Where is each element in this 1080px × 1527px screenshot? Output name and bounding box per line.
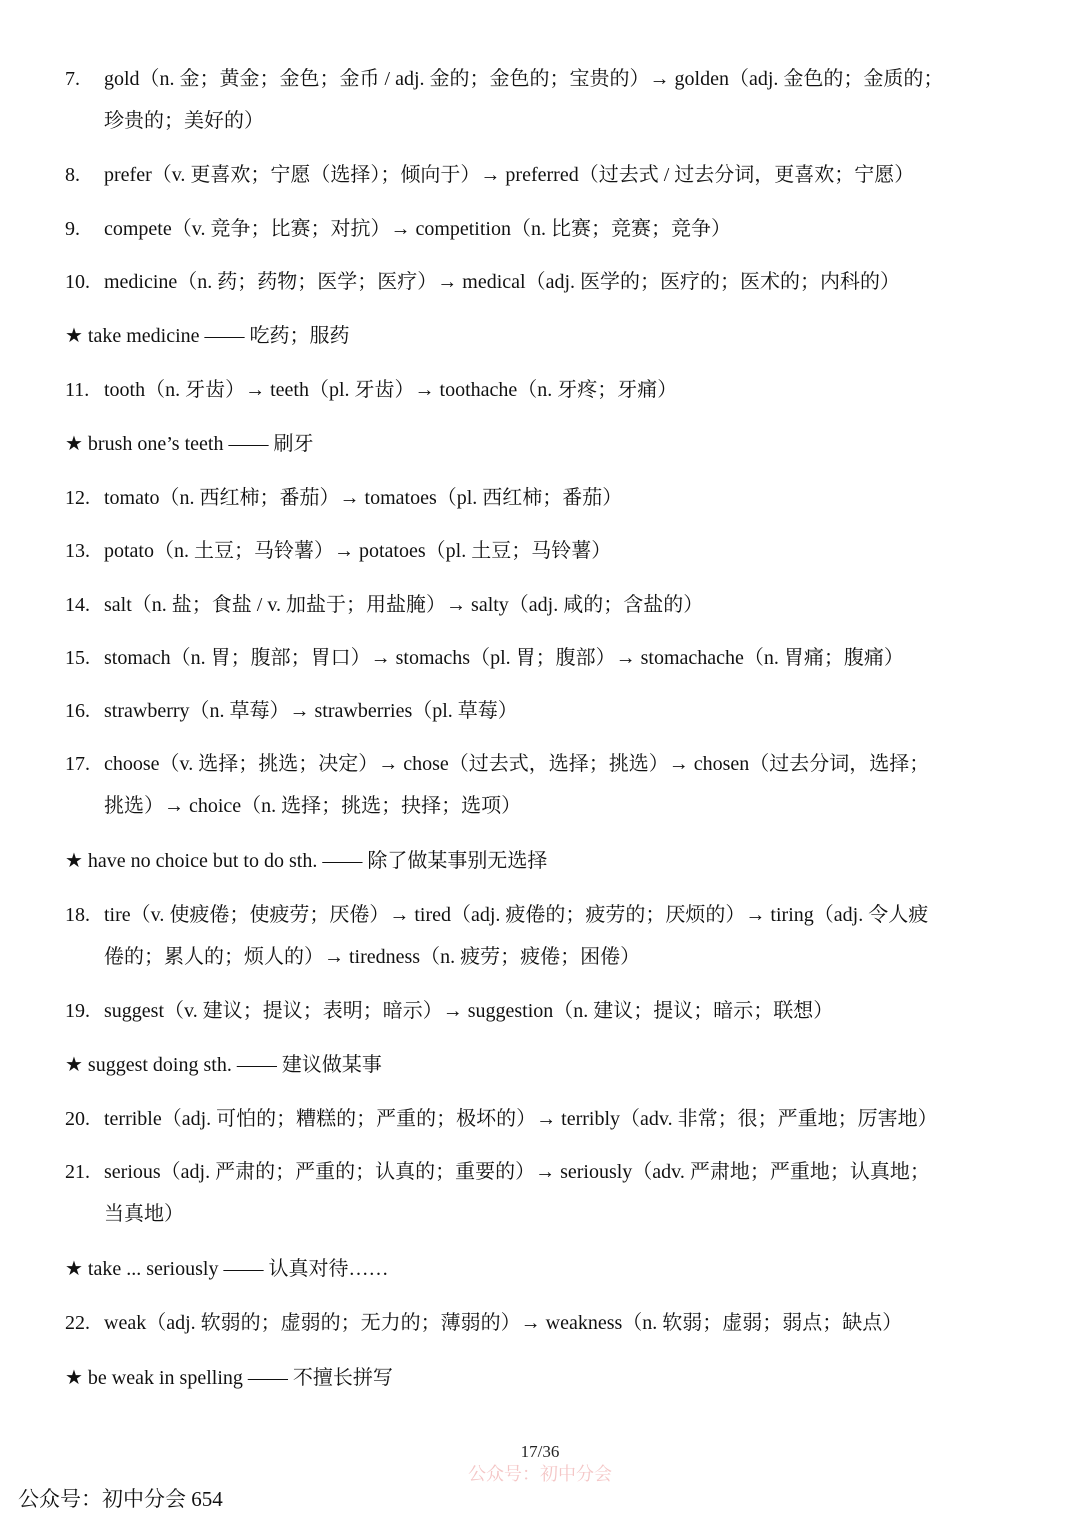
entry-line [65, 584, 1040, 626]
entry-text: gold（n. 金；黄金；金色；金币 / adj. 金的；金色的；宝贵的）→ golden（adj. 金色的；金质的； [104, 68, 944, 90]
entry-number: 18. [65, 904, 90, 926]
entry-text: stomach（n. 胃；腹部；胃口）→ stomachs（pl. 胃；腹部）→ stomachache（n. 胃痛；腹痛） [104, 647, 904, 669]
entry-text: compete（v. 竞争；比赛；对抗）→ competition（n. 比赛；竞赛；竞争） [104, 218, 731, 240]
entry-text: potato（n. 土豆；马铃薯）→ potatoes（pl. 土豆；马铃薯） [104, 540, 612, 562]
footer-account: 公众号：初中分会 654 [18, 1487, 223, 1511]
entry-line [65, 530, 1040, 572]
entry-text: terrible（adj. 可怕的；糟糕的；严重的；极坏的）→ terribly（adv. 非常；很；严重地；厉害地） [104, 1108, 938, 1130]
vocab-entry [65, 584, 1040, 626]
vocab-entry [65, 743, 1040, 827]
page-number: 17/36 [520, 1442, 560, 1461]
vocab-entry [65, 690, 1040, 732]
entry-number: 22. [65, 1312, 90, 1334]
entry-line [65, 154, 1040, 196]
entry-number: 8. [65, 164, 80, 186]
vocab-entry [65, 208, 1040, 250]
entry-line [65, 1151, 1040, 1193]
entry-number: 21. [65, 1161, 90, 1183]
entry-number: 9. [65, 218, 80, 240]
phrase-note: ★ take medicine —— 吃药；服药 [65, 325, 350, 347]
vocab-entry [65, 1098, 1040, 1140]
entry-line [65, 743, 1040, 785]
entry-text: weak（adj. 软弱的；虚弱的；无力的；薄弱的）→ weakness（n. 软弱；虚弱；弱点；缺点） [104, 1312, 903, 1334]
entry-line [65, 894, 1040, 936]
entry-number: 19. [65, 1000, 90, 1022]
vocab-entry [65, 477, 1040, 519]
entry-text: strawberry（n. 草莓）→ strawberries（pl. 草莓） [104, 700, 518, 722]
entry-number: 15. [65, 647, 90, 669]
vocab-entry [65, 894, 1040, 978]
entry-number: 14. [65, 594, 90, 616]
phrase-note: ★ suggest doing sth. —— 建议做某事 [65, 1054, 382, 1076]
entry-text: salt（n. 盐；食盐 / v. 加盐于；用盐腌）→ salty（adj. 咸的；含盐的） [104, 594, 704, 616]
entry-number: 17. [65, 753, 90, 775]
vocab-entry [65, 261, 1040, 303]
entry-number: 20. [65, 1108, 90, 1130]
entry-line [65, 477, 1040, 519]
entry-line [65, 58, 1040, 100]
entry-text: choose（v. 选择；挑选；决定）→ chose（过去式，选择；挑选）→ chosen（过去分词，选择； [104, 753, 930, 775]
phrase-note: ★ take ... seriously —— 认真对待…… [65, 1258, 389, 1280]
entry-text: medicine（n. 药；药物；医学；医疗）→ medical（adj. 医学的；医疗的；医术的；内科的） [104, 271, 901, 293]
vocab-entry [65, 154, 1040, 196]
entry-text: tire（v. 使疲倦；使疲劳；厌倦）→ tired（adj. 疲倦的；疲劳的；厌烦的）→ tiring（adj. 令人疲 [104, 904, 929, 926]
entry-continuation: 珍贵的；美好的） [104, 110, 264, 132]
watermark: 公众号：初中分会 [468, 1464, 612, 1485]
entry-continuation: 当真地） [104, 1203, 184, 1225]
entry-line [65, 261, 1040, 303]
entry-text: tooth（n. 牙齿）→ teeth（pl. 牙齿）→ toothache（n. 牙疼；牙痛） [104, 379, 678, 401]
phrase-note: ★ brush one’s teeth —— 刷牙 [65, 433, 314, 455]
entry-continuation: 倦的；累人的；烦人的）→ tiredness（n. 疲劳；疲倦；困倦） [104, 946, 641, 968]
entry-text: suggest（v. 建议；提议；表明；暗示）→ suggestion（n. 建议；提议；暗示；联想） [104, 1000, 834, 1022]
vocab-entry [65, 637, 1040, 679]
entry-line [65, 1098, 1040, 1140]
entry-text: serious（adj. 严肃的；严重的；认真的；重要的）→ seriously（adv. 严肃地；严重地；认真地； [104, 1161, 930, 1183]
entry-number: 10. [65, 271, 90, 293]
entry-line [65, 369, 1040, 411]
vocab-entry [65, 58, 1040, 142]
phrase-note: ★ be weak in spelling —— 不擅长拼写 [65, 1367, 393, 1389]
vocab-entry [65, 369, 1040, 411]
entry-number: 12. [65, 487, 90, 509]
entry-text: tomato（n. 西红柿；番茄）→ tomatoes（pl. 西红柿；番茄） [104, 487, 623, 509]
vocab-entry [65, 1302, 1040, 1344]
entry-line [65, 690, 1040, 732]
entry-number: 11. [65, 379, 90, 401]
phrase-note: ★ have no choice but to do sth. —— 除了做某事别无选择 [65, 850, 548, 872]
entry-text: prefer（v. 更喜欢；宁愿（选择）；倾向于）→ preferred（过去式 / 过去分词，更喜欢；宁愿） [104, 164, 915, 186]
entry-number: 13. [65, 540, 90, 562]
entry-continuation: 挑选）→ choice（n. 选择；挑选；抉择；选项） [104, 795, 522, 817]
vocab-entry [65, 530, 1040, 572]
vocab-entry [65, 990, 1040, 1032]
entry-line [65, 1302, 1040, 1344]
vocab-entry [65, 1151, 1040, 1235]
entry-line [65, 637, 1040, 679]
entry-number: 16. [65, 700, 90, 722]
entry-line [65, 990, 1040, 1032]
entry-line [65, 208, 1040, 250]
entry-number: 7. [65, 68, 80, 90]
